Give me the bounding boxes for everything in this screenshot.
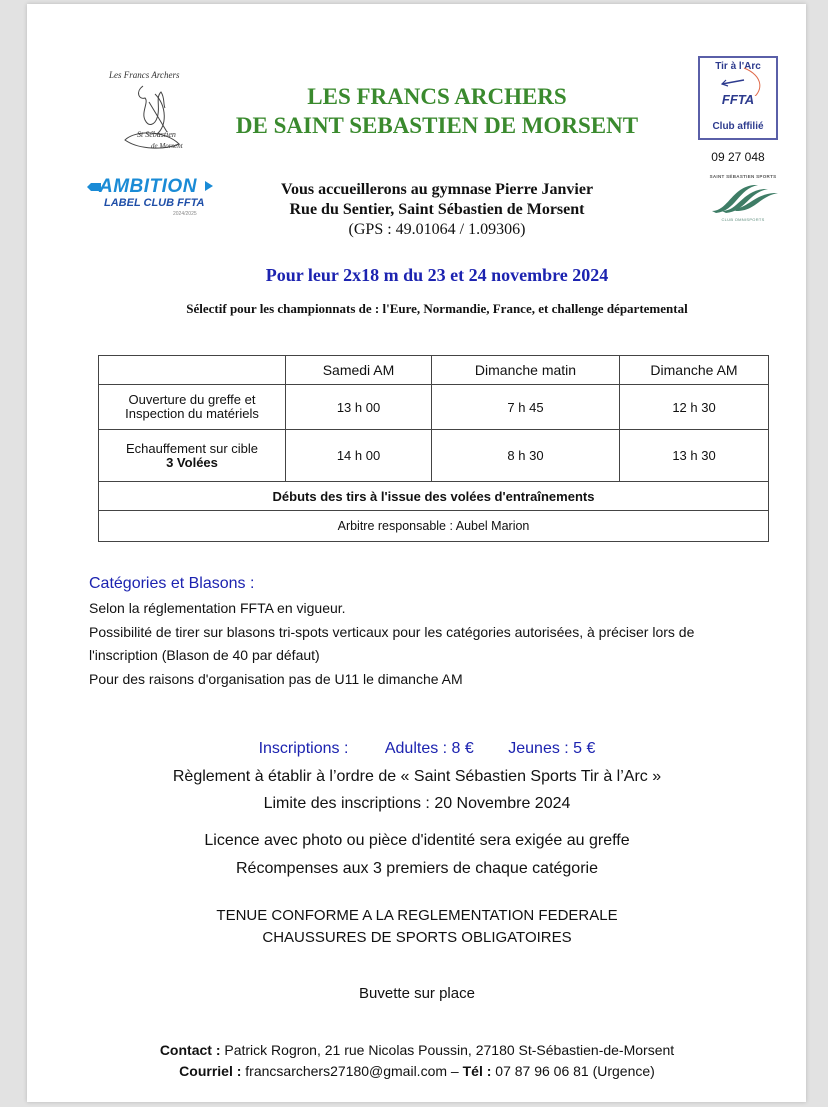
phone-value[interactable]: 07 87 96 06 81 (Urgence) — [495, 1063, 655, 1079]
inscriptions-prices — [87, 740, 767, 758]
sss-swoosh-icon — [698, 181, 788, 217]
categories-heading: Catégories et Blasons : — [89, 575, 255, 592]
table-cell: 7 h 45 — [432, 385, 620, 430]
adult-price: Adultes : 8 € — [384, 740, 474, 757]
categories-line: Selon la réglementation FFTA en vigueur. — [89, 600, 346, 616]
sss-logo-top: SAINT SÉBASTIEN SPORTS — [709, 174, 777, 179]
categories-line: Possibilité de tirer sur blasons tri-spots verticaux pour les catégories autorisées, à préciser lors de — [89, 624, 695, 640]
rule-line-1: TENUE CONFORME A LA REGLEMENTATION FEDERALE — [216, 907, 618, 924]
club-logo-bottom-text1: St Sébastien — [137, 130, 176, 139]
youth-price: Jeunes : 5 € — [508, 740, 596, 757]
selectif-text: Sélectif pour les championnats de : l'Eure, Normandie, France, et challenge départemental — [186, 301, 688, 316]
table-cell: 13 h 00 — [286, 385, 432, 430]
email-phone-line — [67, 1061, 767, 1082]
categories-line: Pour des raisons d'organisation pas de U11 le dimanche AM — [89, 671, 463, 687]
row-label — [99, 385, 286, 430]
archer-icon — [105, 68, 197, 168]
email-label: Courriel : — [179, 1063, 242, 1079]
club-logo-bottom-text2: de Morsent — [151, 142, 183, 150]
table-header-cell: Samedi AM — [286, 356, 432, 385]
schedule-table — [98, 355, 769, 542]
phone-label: Tél : — [462, 1063, 492, 1079]
venue-line-2: Rue du Sentier, Saint Sébastien de Morsent — [289, 201, 585, 218]
title-line-2: DE SAINT SEBASTIEN DE MORSENT — [235, 113, 639, 138]
venue-info — [187, 180, 687, 240]
table-row-arbitre — [99, 511, 769, 542]
row-label-line-2: 3 Volées — [166, 454, 218, 470]
ffta-badge-bottom: Club affilié — [712, 121, 764, 132]
rule-line-2: CHAUSSURES DE SPORTS OBLIGATOIRES — [262, 929, 572, 946]
email-link[interactable]: francsarchers27180@gmail.com — [245, 1063, 448, 1079]
dress-code-rule — [67, 905, 767, 949]
ambition-text: AMBITION — [99, 176, 197, 197]
title-line-1: LES FRANCS ARCHERS — [307, 84, 567, 109]
arbitre-cell: Arbitre responsable : Aubel Marion — [99, 511, 769, 542]
table-row — [99, 430, 769, 482]
row-label-line-1: Ouverture du greffe et — [128, 392, 256, 407]
contact-value: Patrick Rogron, 21 rue Nicolas Poussin, 27180 St-Sébastien-de-Morsent — [224, 1042, 675, 1058]
table-row-note — [99, 482, 769, 511]
saint-sebastien-sports-logo — [698, 174, 788, 224]
licence-requirement: Licence avec photo ou pièce d'identité sera exigée au greffe — [204, 832, 630, 849]
venue-line-1: Vous accueillerons au gymnase Pierre Janvier — [280, 181, 594, 198]
ffta-club-number: 09 27 048 — [711, 150, 765, 164]
rewards-info: Récompenses aux 3 premiers de chaque catégorie — [236, 860, 598, 877]
categories-line: l'inscription (Blason de 40 par défaut) — [89, 647, 320, 663]
table-cell: 14 h 00 — [286, 430, 432, 482]
table-cell: 13 h 30 — [620, 430, 769, 482]
separator: – — [450, 1063, 459, 1079]
label-club-ffta-text: LABEL CLUB FFTA — [104, 197, 205, 209]
contact-info — [67, 1040, 767, 1082]
shooting-start-note: Débuts des tirs à l'issue des volées d'entraînements — [99, 482, 769, 511]
table-header-cell — [99, 356, 286, 385]
row-label — [99, 430, 286, 482]
buvette-note: Buvette sur place — [359, 985, 475, 1002]
table-header-cell: Dimanche matin — [432, 356, 620, 385]
document-page — [27, 4, 806, 1102]
inscriptions-label: Inscriptions : — [258, 740, 349, 757]
page-title — [187, 82, 687, 140]
contact-line — [67, 1040, 767, 1061]
club-logo — [105, 68, 197, 168]
registration-deadline: Limite des inscriptions : 20 Novembre 2024 — [263, 795, 571, 812]
table-header-cell: Dimanche AM — [620, 356, 769, 385]
table-cell: 8 h 30 — [432, 430, 620, 482]
sss-logo-bottom: CLUB OMNISPORTS — [721, 217, 765, 222]
row-label-line-2: Inspection du matériels — [125, 406, 259, 421]
ffta-badge-brand: FFTA — [721, 92, 755, 107]
club-logo-top-text: Les Francs Archers — [109, 70, 180, 80]
ambition-years: 2024/2025 — [173, 211, 197, 217]
table-header-row — [99, 356, 769, 385]
payment-instructions: Règlement à établir à l’ordre de « Saint Sébastien Sports Tir à l’Arc » — [172, 768, 662, 785]
row-label-line-1: Echauffement sur cible — [126, 440, 258, 456]
ffta-badge-top: Tir à l'Arc — [715, 61, 761, 72]
contact-label: Contact : — [159, 1042, 221, 1058]
table-cell: 12 h 30 — [620, 385, 769, 430]
event-title: Pour leur 2x18 m du 23 et 24 novembre 2024 — [265, 265, 609, 285]
table-row — [99, 385, 769, 430]
ffta-affiliation-badge — [698, 56, 778, 140]
venue-gps: (GPS : 49.01064 / 1.09306) — [348, 221, 526, 238]
